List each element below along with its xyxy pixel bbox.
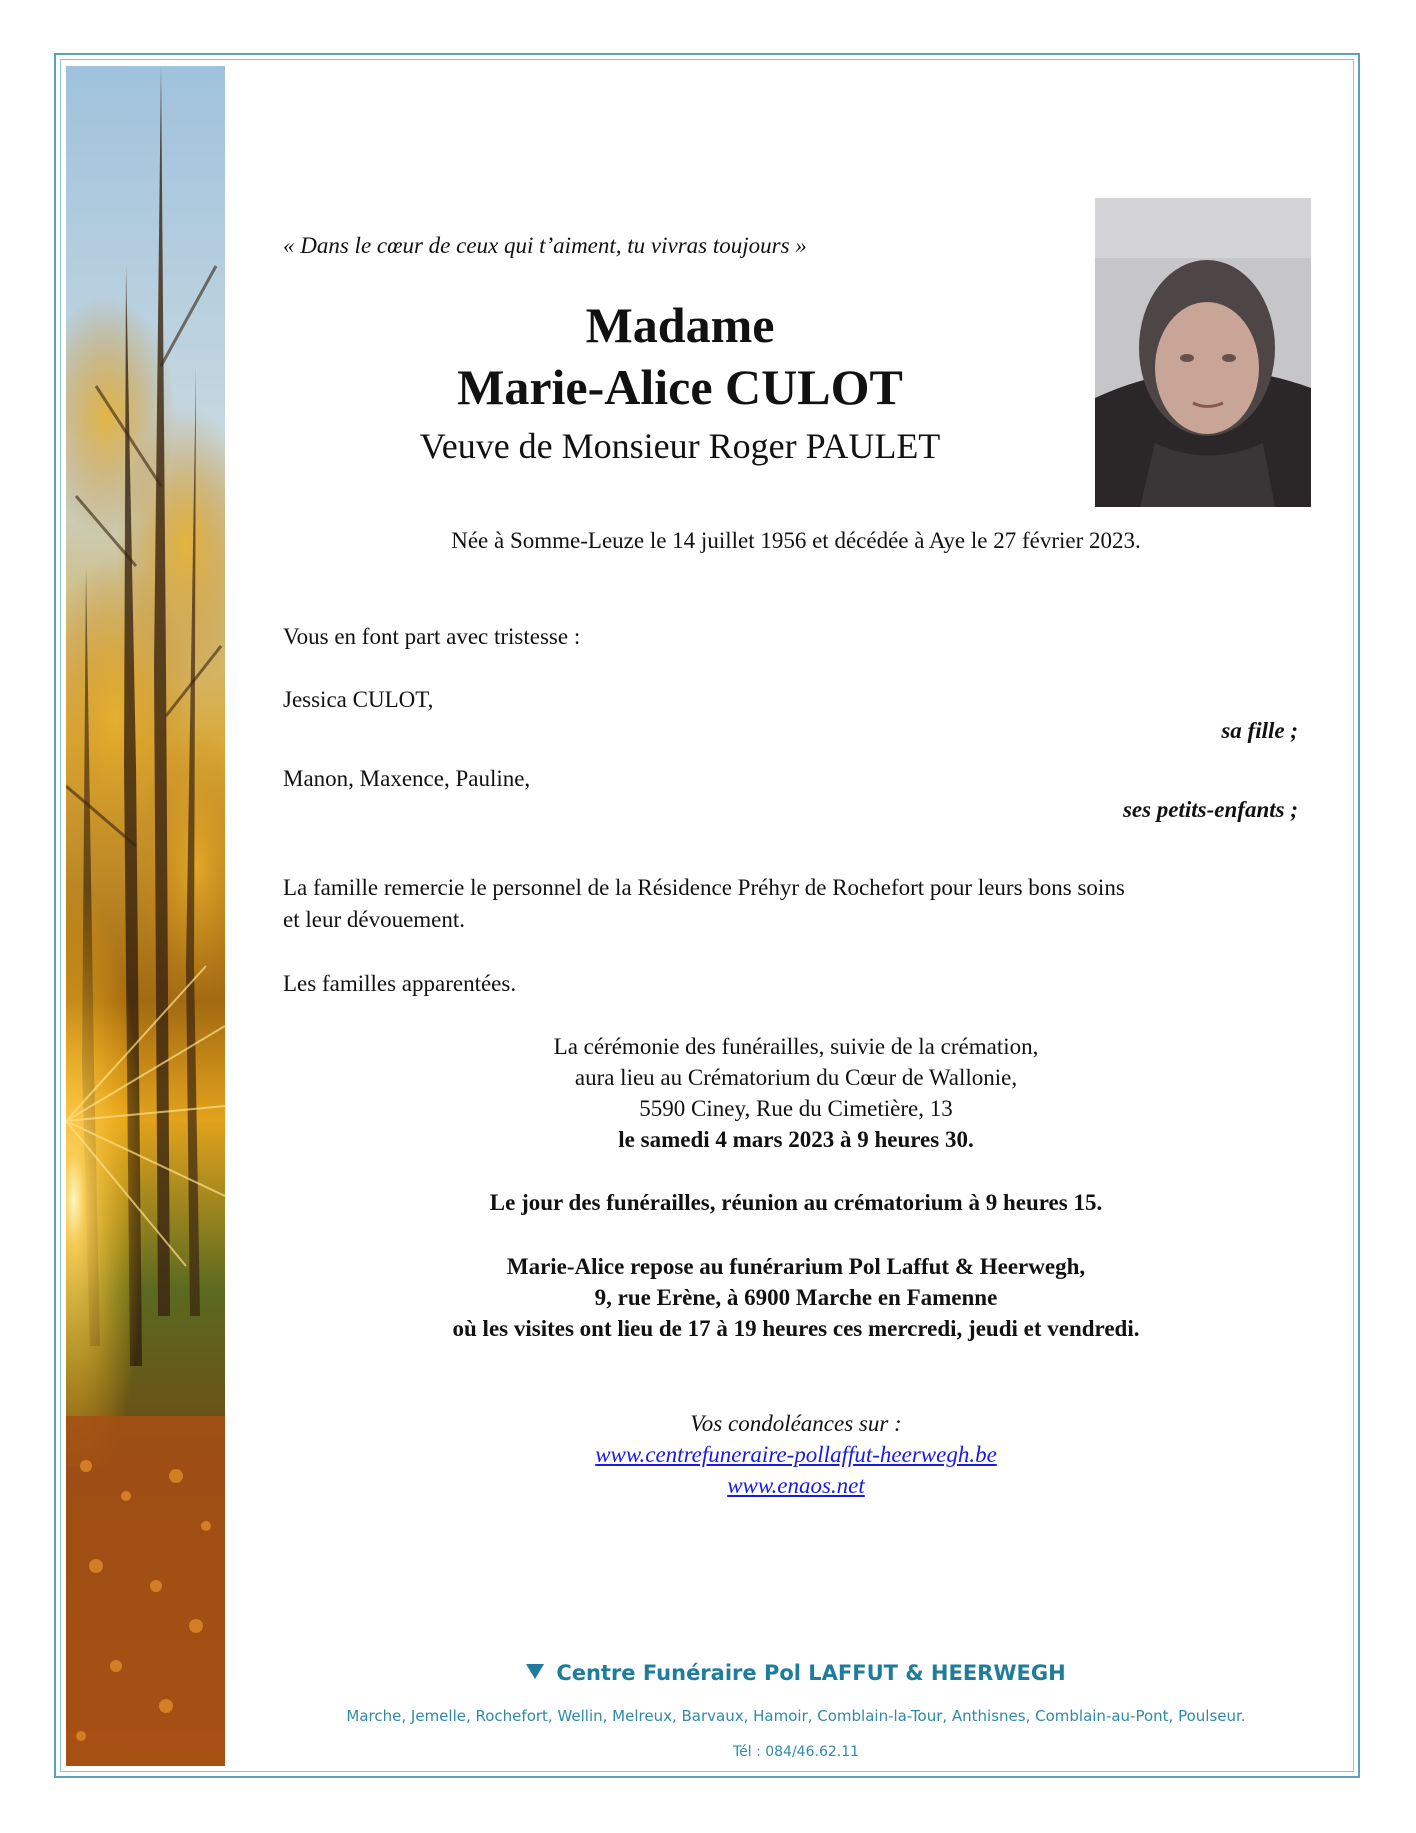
family-member-relation: sa fille ; <box>1221 718 1298 743</box>
family-member-relation: ses petits-enfants ; <box>1122 797 1298 822</box>
ceremony-date: le samedi 4 mars 2023 à 9 heures 30. <box>618 1127 974 1152</box>
funeral-home-phone: Tél : 084/46.62.11 <box>732 1744 860 1760</box>
memorial-quote: « Dans le cœur de ceux qui t’aiment, tu vivras toujours » <box>283 233 807 258</box>
family-member-names: Manon, Maxence, Pauline, <box>283 766 531 791</box>
birth-death-dates: Née à Somme-Leuze le 14 juillet 1956 et décédée à Aye le 27 février 2023. <box>451 528 1141 553</box>
condolences-label: Vos condoléances sur : <box>690 1411 902 1436</box>
deceased-portrait-photo <box>1095 198 1311 507</box>
meeting-line: Le jour des funérailles, réunion au crématorium à 9 heures 15. <box>489 1190 1103 1215</box>
ceremony-address: 5590 Ciney, Rue du Cimetière, 13 <box>639 1096 953 1121</box>
visitation-line-3: où les visites ont lieu de 17 à 19 heures ces mercredi, jeudi et vendredi. <box>452 1316 1140 1341</box>
funeral-home-name-text: Centre Funéraire Pol LAFFUT & HEERWEGH <box>556 1661 1066 1685</box>
ceremony-line-1: La cérémonie des funérailles, suivie de la crémation, <box>553 1034 1039 1059</box>
ceremony-line-2: aura lieu au Crématorium du Cœur de Wallonie, <box>574 1065 1018 1090</box>
deceased-name: Marie-Alice CULOT <box>457 359 903 415</box>
visitation-line-1: Marie-Alice repose au funérarium Pol Laffut & Heerwegh, <box>506 1254 1086 1279</box>
announcement-line: Vous en font part avec tristesse : <box>283 624 581 649</box>
funeral-home-name <box>283 1661 1309 1685</box>
condolences-link-funeral-center[interactable]: www.centrefuneraire-pollaffut-heerwegh.be <box>595 1442 997 1467</box>
honorific-title: Madame <box>585 297 775 353</box>
thanks-line-1: La famille remercie le personnel de la Résidence Préhyr de Rochefort pour leurs bons soins <box>283 875 1125 900</box>
triangle-down-icon <box>526 1664 544 1679</box>
widow-of-line: Veuve de Monsieur Roger PAULET <box>419 426 941 466</box>
relatives-line: Les familles apparentées. <box>283 971 517 996</box>
family-member-names: Jessica CULOT, <box>283 687 434 712</box>
visitation-line-2: 9, rue Erène, à 6900 Marche en Famenne <box>594 1285 998 1310</box>
funeral-home-locations: Marche, Jemelle, Rochefort, Wellin, Melreux, Barvaux, Hamoir, Comblain-la-Tour, Anthisnes, Comblain-au-Pont, Poulseur. <box>346 1707 1246 1725</box>
condolences-link-enaos[interactable]: www.enaos.net <box>727 1473 865 1498</box>
autumn-forest-image <box>66 66 225 1766</box>
thanks-line-2: et leur dévouement. <box>283 907 466 932</box>
